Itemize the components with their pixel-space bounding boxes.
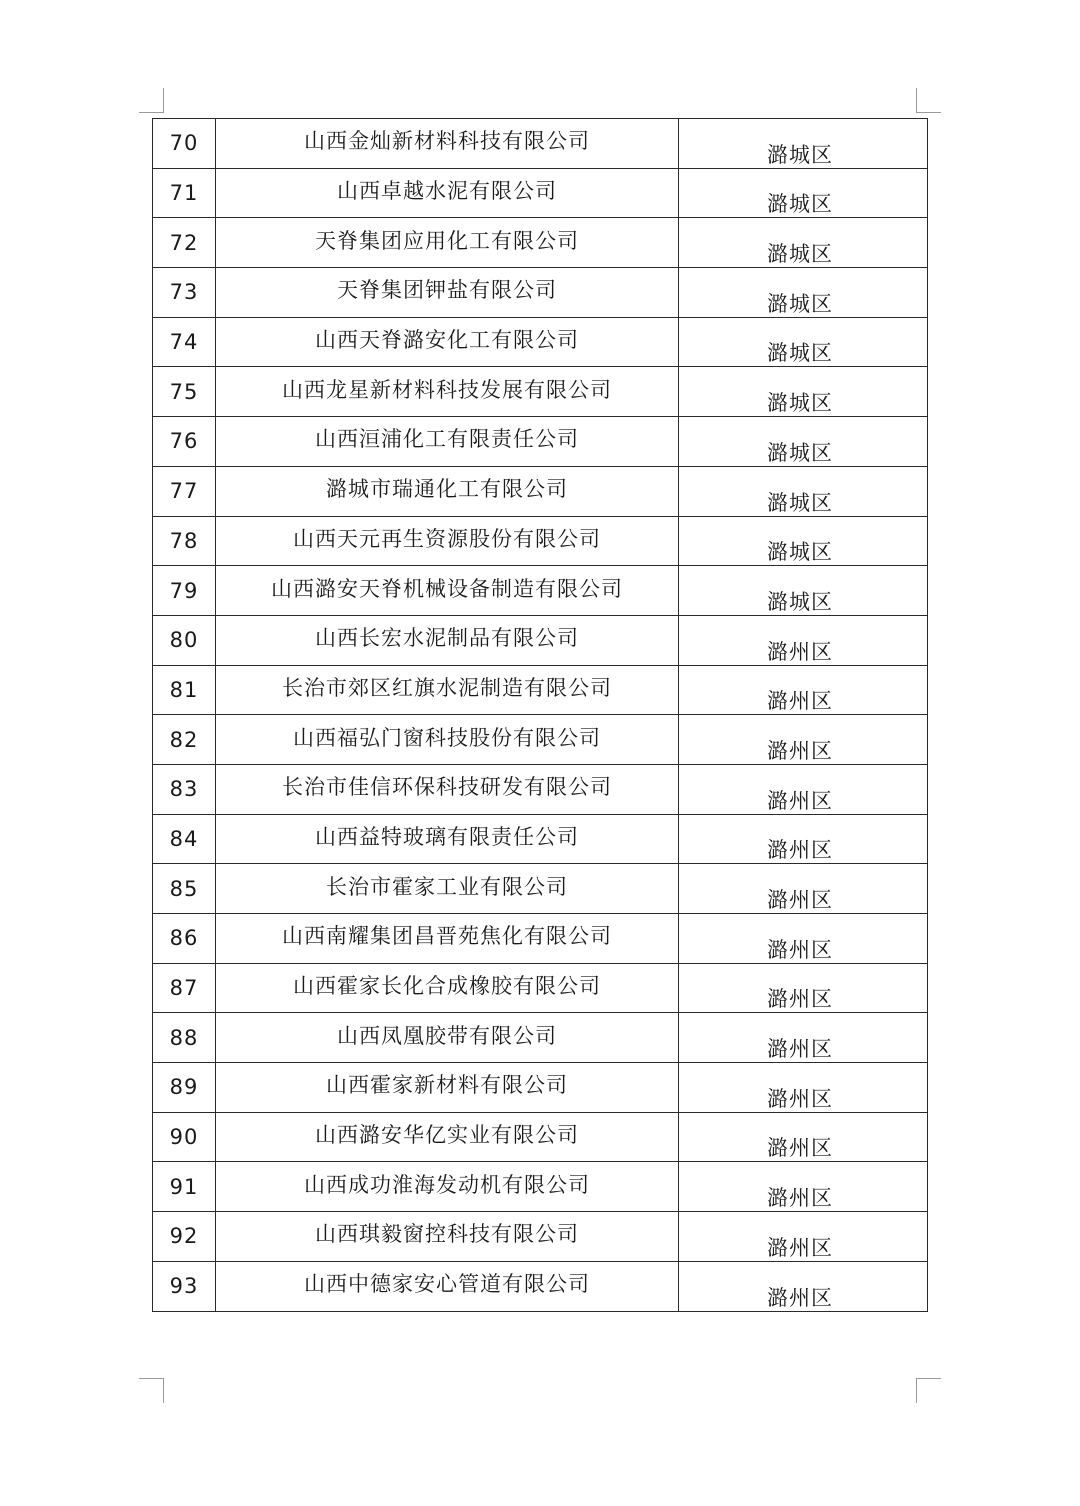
row-number: 90 [153, 1112, 216, 1162]
district-name: 潞城区 [767, 391, 833, 416]
company-name-cell [216, 466, 679, 516]
row-number: 85 [153, 864, 216, 914]
company-name: 山西洹浦化工有限责任公司 [315, 427, 579, 452]
district-name: 潞城区 [767, 242, 833, 267]
crop-mark-top-right [916, 88, 941, 113]
table-row [153, 168, 928, 218]
row-number: 75 [153, 367, 216, 417]
company-name-cell [216, 268, 679, 318]
district-name: 潞城区 [767, 192, 833, 217]
company-name: 山西中德家安心管道有限公司 [304, 1272, 590, 1297]
table-row [153, 218, 928, 268]
district-cell [679, 1013, 928, 1063]
row-number: 73 [153, 268, 216, 318]
district-name: 潞州区 [767, 639, 833, 664]
row-number: 81 [153, 665, 216, 715]
district-cell [679, 168, 928, 218]
row-number: 70 [153, 119, 216, 169]
district-name: 潞州区 [767, 888, 833, 912]
row-number: 92 [153, 1212, 216, 1262]
company-name-cell [216, 1261, 679, 1311]
company-name: 山西潞安天脊机械设备制造有限公司 [271, 576, 623, 601]
district-cell [679, 963, 928, 1013]
table-row [153, 1063, 928, 1113]
table-row [153, 914, 928, 964]
district-cell [679, 914, 928, 964]
company-name: 山西霍家新材料有限公司 [326, 1073, 568, 1098]
table-row [153, 963, 928, 1013]
district-cell [679, 665, 928, 715]
district-cell [679, 417, 928, 467]
district-cell [679, 1112, 928, 1162]
crop-mark-bottom-left [139, 1378, 164, 1403]
district-name: 潞州区 [767, 738, 833, 763]
company-name: 山西天元再生资源股份有限公司 [293, 526, 601, 551]
company-name-cell [216, 1212, 679, 1262]
district-cell [679, 1261, 928, 1311]
company-name: 潞城市瑞通化工有限公司 [326, 477, 568, 502]
table-row [153, 665, 928, 715]
company-name-cell [216, 1162, 679, 1212]
district-name: 潞城区 [767, 490, 833, 515]
district-cell [679, 1212, 928, 1262]
row-number: 72 [153, 218, 216, 268]
district-cell [679, 367, 928, 417]
table-row [153, 1212, 928, 1262]
table-row [153, 119, 928, 169]
table-row [153, 367, 928, 417]
company-name: 山西南耀集团昌晋苑焦化有限公司 [282, 924, 612, 949]
district-cell [679, 864, 928, 914]
district-cell [679, 218, 928, 268]
district-cell [679, 516, 928, 566]
district-cell [679, 715, 928, 765]
district-name: 潞州区 [767, 1136, 833, 1161]
district-cell [679, 466, 928, 516]
company-name-cell [216, 814, 679, 864]
company-name-cell [216, 1013, 679, 1063]
company-name-cell [216, 963, 679, 1013]
district-name: 潞州区 [767, 1086, 833, 1111]
company-name-cell [216, 665, 679, 715]
table-row [153, 317, 928, 367]
district-cell [679, 764, 928, 814]
row-number: 76 [153, 417, 216, 467]
district-name: 潞州区 [767, 937, 833, 962]
company-table-body [153, 119, 928, 1312]
district-name: 潞州区 [767, 1285, 833, 1310]
table-row [153, 1261, 928, 1311]
company-name: 长治市郊区红旗水泥制造有限公司 [282, 675, 612, 700]
table-row [153, 1013, 928, 1063]
table-row [153, 764, 928, 814]
table-row [153, 814, 928, 864]
crop-mark-bottom-right [916, 1378, 941, 1403]
district-cell [679, 119, 928, 169]
company-name-cell [216, 615, 679, 665]
row-number: 86 [153, 914, 216, 964]
company-name-cell [216, 715, 679, 765]
company-name: 山西琪毅窗控科技有限公司 [315, 1222, 579, 1247]
company-name-cell [216, 1063, 679, 1113]
district-name: 潞城区 [767, 540, 833, 565]
table-row [153, 516, 928, 566]
district-name: 潞城区 [767, 291, 833, 316]
company-name-cell [216, 1112, 679, 1162]
company-name-cell [216, 119, 679, 169]
crop-mark-top-left [139, 88, 164, 113]
company-name: 山西龙星新材料科技发展有限公司 [282, 377, 612, 402]
row-number: 71 [153, 168, 216, 218]
company-name-cell [216, 168, 679, 218]
district-cell [679, 615, 928, 665]
company-name: 天脊集团钾盐有限公司 [337, 278, 557, 303]
table-row [153, 615, 928, 665]
row-number: 83 [153, 764, 216, 814]
company-name: 长治市霍家工业有限公司 [326, 874, 568, 899]
company-name: 山西金灿新材料科技有限公司 [304, 129, 590, 154]
table-row [153, 466, 928, 516]
row-number: 77 [153, 466, 216, 516]
company-name: 山西凤凰胶带有限公司 [337, 1023, 557, 1048]
table-row [153, 1162, 928, 1212]
company-table [152, 118, 928, 1312]
district-cell [679, 1162, 928, 1212]
district-cell [679, 1063, 928, 1113]
district-name: 潞州区 [767, 1186, 833, 1211]
company-name-cell [216, 914, 679, 964]
row-number: 82 [153, 715, 216, 765]
table-row [153, 715, 928, 765]
company-name-cell [216, 417, 679, 467]
company-name: 天脊集团应用化工有限公司 [315, 228, 579, 253]
row-number: 80 [153, 615, 216, 665]
district-name: 潞城区 [767, 440, 833, 465]
district-cell [679, 814, 928, 864]
table-row [153, 864, 928, 914]
district-name: 潞州区 [767, 987, 833, 1012]
row-number: 89 [153, 1063, 216, 1113]
company-name: 山西福弘门窗科技股份有限公司 [293, 725, 601, 750]
row-number: 78 [153, 516, 216, 566]
table-row [153, 268, 928, 318]
row-number: 88 [153, 1013, 216, 1063]
table-row [153, 566, 928, 616]
company-name: 山西长宏水泥制品有限公司 [315, 626, 579, 651]
company-name: 山西霍家长化合成橡胶有限公司 [293, 974, 601, 999]
district-name: 潞城区 [767, 589, 833, 614]
company-name: 山西潞安华亿实业有限公司 [315, 1123, 579, 1148]
district-name: 潞州区 [767, 1037, 833, 1062]
table-row [153, 1112, 928, 1162]
company-name-cell [216, 218, 679, 268]
company-name: 山西益特玻璃有限责任公司 [315, 824, 579, 849]
row-number: 87 [153, 963, 216, 1013]
district-name: 潞州区 [767, 1235, 833, 1260]
district-name: 潞州区 [767, 838, 833, 863]
district-name: 潞州区 [767, 689, 833, 714]
company-name: 长治市佳信环保科技研发有限公司 [282, 775, 612, 800]
row-number: 74 [153, 317, 216, 367]
company-name-cell [216, 367, 679, 417]
table-row [153, 417, 928, 467]
row-number: 93 [153, 1261, 216, 1311]
company-name: 山西成功淮海发动机有限公司 [304, 1172, 590, 1197]
company-name-cell [216, 764, 679, 814]
company-name-cell [216, 317, 679, 367]
district-cell [679, 317, 928, 367]
district-cell [679, 566, 928, 616]
district-name: 潞州区 [767, 788, 833, 813]
row-number: 79 [153, 566, 216, 616]
company-name-cell [216, 516, 679, 566]
company-name-cell [216, 566, 679, 616]
row-number: 84 [153, 814, 216, 864]
district-name: 潞城区 [767, 142, 833, 167]
company-name: 山西天脊潞安化工有限公司 [315, 328, 579, 353]
district-cell [679, 268, 928, 318]
company-name-cell [216, 864, 679, 914]
company-name: 山西卓越水泥有限公司 [337, 179, 557, 204]
row-number: 91 [153, 1162, 216, 1212]
district-name: 潞城区 [767, 341, 833, 366]
